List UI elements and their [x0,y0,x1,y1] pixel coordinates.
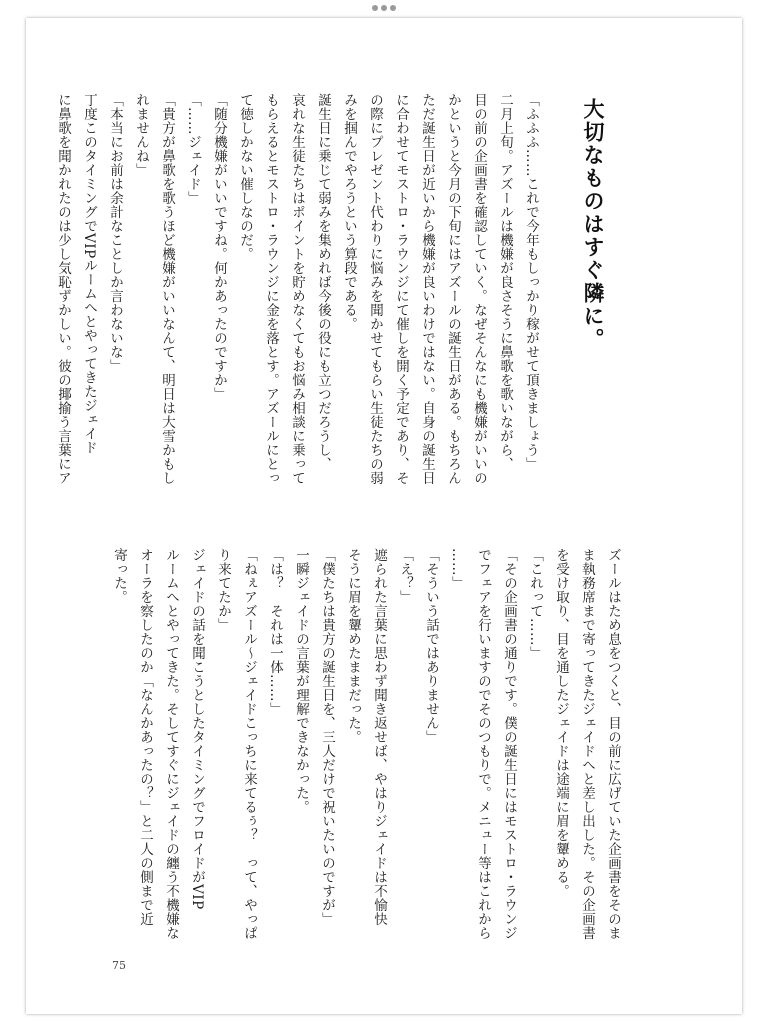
page-number: 75 [112,959,126,972]
text-line: みを掴んでやろうという算段である。 [341,93,357,331]
text-line: 「僕たちは貴方の誕生日を、三人だけで祝いたいのですが」 [319,548,335,926]
text-line: ジェイドの話を聞こうとしたタイミングでフロイドがVIP [189,548,205,910]
text-line: そうに眉を顰めたままだった。 [345,548,361,744]
text-line: 「これって……」 [527,548,543,660]
text-line: ズールはため息をつくと、目の前に広げていた企画書をそのま [605,548,621,940]
text-line: 二月上旬。アズールは機嫌が良さそうに鼻歌を歌いながら、 [497,93,513,471]
text-line: 丁度このタイミングでVIPルームへとやってきたジェイド [81,93,97,455]
text-line: かというと今月の下旬にはアズールの誕生日がある。もちろん [445,93,461,485]
book-page [26,18,742,1014]
text-line: に鼻歌を聞かれたのは少し気恥ずかしい。彼の揶揄う言葉にア [55,93,71,485]
text-line: 「その企画書の通りです。僕の誕生日にはモストロ・ラウンジ [501,548,517,940]
dot [390,5,396,11]
text-line: 「そういう話ではありません」 [423,548,439,744]
text-line: 「ねぇアズール〜ジェイドこっちに来てるぅ？ って、やっぱ [241,548,257,940]
text-line: 「は？ それは一体……」 [267,548,283,716]
text-line: れませんね」 [133,93,149,177]
text-line: り来てたか」 [215,548,231,632]
text-line: 誕生日に乗じて弱みを集めれば今後の役にも立つだろうし、 [315,93,331,471]
text-line: 「随分機嫌がいいですね。何かあったのですか」 [211,93,227,401]
text-line: 「本当にお前は余計なことしか言わないな」 [107,93,123,373]
lower-text-block [106,548,626,968]
text-line: オーラを察したのか「なんかあったの？」と二人の側まで近 [137,548,153,926]
text-line: を受け取り、目を通したジェイドは途端に眉を顰める。 [553,548,569,898]
text-line: 一瞬ジェイドの言葉が理解できなかった。 [293,548,309,814]
text-line: 「え？」 [397,548,413,604]
text-line: 遮られた言葉に思わず聞き返せば、やはりジェイドは不愉快 [371,548,387,926]
upper-text-block [50,93,544,503]
text-line: 「ふふふ……これで今年もしっかり稼がせて頂きましょう」 [523,93,539,471]
text-line: 目の前の企画書を確認していく。なぜそんなにも機嫌がいいの [471,93,487,485]
grab-dots-icon[interactable] [372,5,396,11]
text-line: て徳しかない催しなのだ。 [237,93,253,261]
dot [372,5,378,11]
text-line: 哀れな生徒たちはポイントを貯めなくてもお悩み相談に乗って [289,93,305,485]
chapter-title: 大切なものはすぐ隣に。 [581,98,605,351]
text-line: ま執務席まで寄ってきたジェイドへと差し出した。その企画書 [579,548,595,940]
text-line: ……」 [449,548,465,590]
text-line: に合わせてモストロ・ラウンジにて催しを開く予定であり、そ [393,93,409,485]
text-line: ルームへとやってきた。そしてすぐにジェイドの纏う不機嫌な [163,548,179,940]
text-line: ただ誕生日が近いから機嫌が良いわけではない。自身の誕生日 [419,93,435,485]
text-line: でフェアを行いますのでそのつもりで。メニュー等はこれから [475,548,491,940]
text-line: もらえるとモストロ・ラウンジに金を落とす。アズールにとっ [263,93,279,485]
dot [381,5,387,11]
text-line: の際にプレゼント代わりに悩みを聞かせてもらい生徒たちの弱 [367,93,383,485]
text-line: 「……ジェイド」 [185,93,201,205]
text-line: 「貴方が鼻歌を歌うほど機嫌がいいなんて、明日は大雪かもし [159,93,175,485]
text-line: 寄った。 [111,548,127,604]
